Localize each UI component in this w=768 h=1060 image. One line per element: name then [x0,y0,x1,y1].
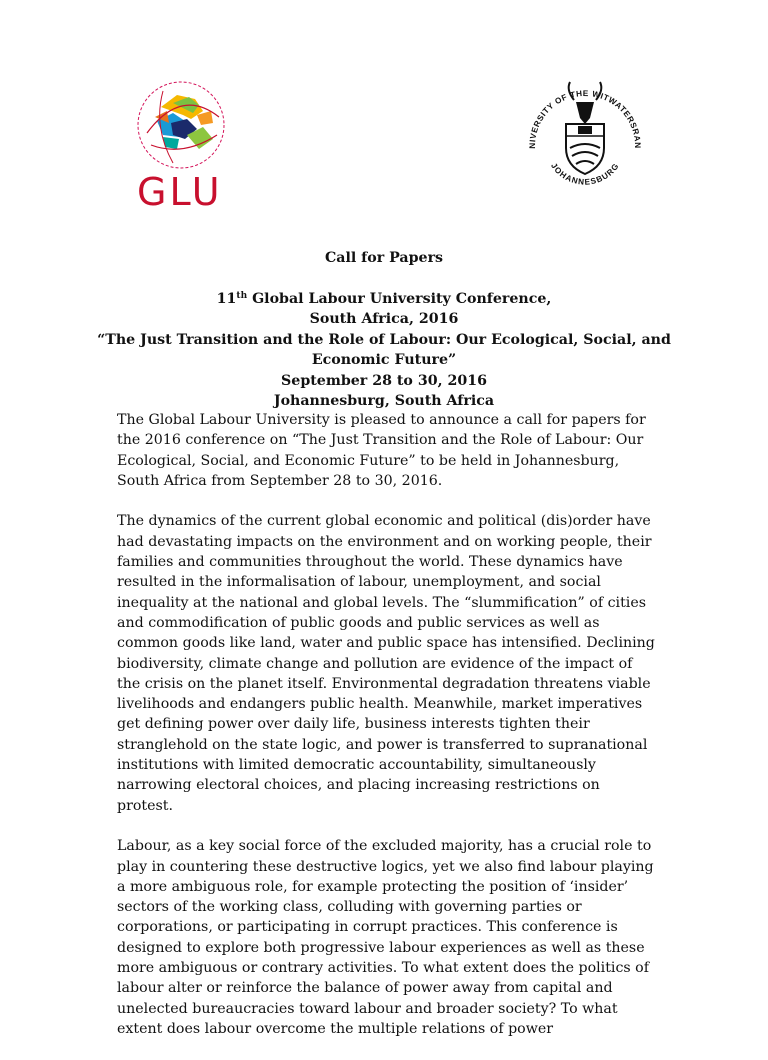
svg-text:UNIVERSITY OF THE WITWATERSRAN: NIVERSITY OF THE WITWATERSRAN [527,88,643,149]
document-body [117,410,657,1060]
conference-theme-line2: Economic Future” [311,352,457,368]
paragraph-announcement: The Global Labour University is pleased to announce a call for papers for the 2016 conference on “The Just Transition and the Role of Labour: Our Ecological, Social, and Economic Future” to be held in Johannesburg, South Africa from September 28 to 30, 2016. [117,412,646,489]
wits-university-seal [522,78,648,204]
paragraph-dynamics: The dynamics of the current global economic and political (dis)order have had devastating impacts on the environment and on working people, their families and communities throughout the world. These dynamics have resulted in the informalisation of labour, unemployment, and social inequality at the national and global levels. The “slummification” of cities and commodification of public goods and public services as well as common goods like land, water and public space has intensified. Declining biodiversity, climate change and pollution are evidence of the impact of the crisis on the planet itself. Environmental degradation threatens viable livelihoods and endangers public health. Meanwhile, market imperatives get defining power over daily life, business interests tighten their stranglehold on the state logic, and power is transferred to supranational institutions with limited democratic accountability, simultaneously narrowing electoral choices, and placing increasing restrictions on protest. [117,513,655,814]
call-for-papers-title: Call for Papers [324,250,444,266]
glu-wordmark: GLU [137,170,223,214]
conference-header [80,248,688,412]
conference-city: Johannesburg, South Africa [273,393,495,409]
conference-name-rest: Global Labour University Conference, [247,290,552,307]
university-crest-icon [522,78,648,204]
conference-theme-line1: “The Just Transition and the Role of Labour: Our Ecological, Social, and [97,331,671,348]
svg-text:JOHANNESBURG: JOHANNESBURG [549,161,621,187]
ordinal-suffix: th [236,290,248,301]
conference-name [80,289,688,310]
paragraph-labour-role: Labour, as a key social force of the excluded majority, has a crucial role to play in countering these destructive logics, yet we also find labour playing a more ambiguous role, for example protecting the position of ‘insider’ sectors of the working class, colluding with governing parties or corporations, or participating in corrupt practices. This conference is designed to explore both progressive labour experiences as well as these more ambiguous or contrary activities. To what extent does the politics of labour alter or reinforce the balance of power away from capital and unelected bureaucracies toward labour and broader society? To what extent does labour overcome the multiple relations of power [117,838,654,1037]
conference-location-year: South Africa, 2016 [309,311,459,327]
conference-ordinal: 11 [216,290,237,307]
globe-icon [133,77,233,177]
conference-dates: September 28 to 30, 2016 [281,372,487,389]
